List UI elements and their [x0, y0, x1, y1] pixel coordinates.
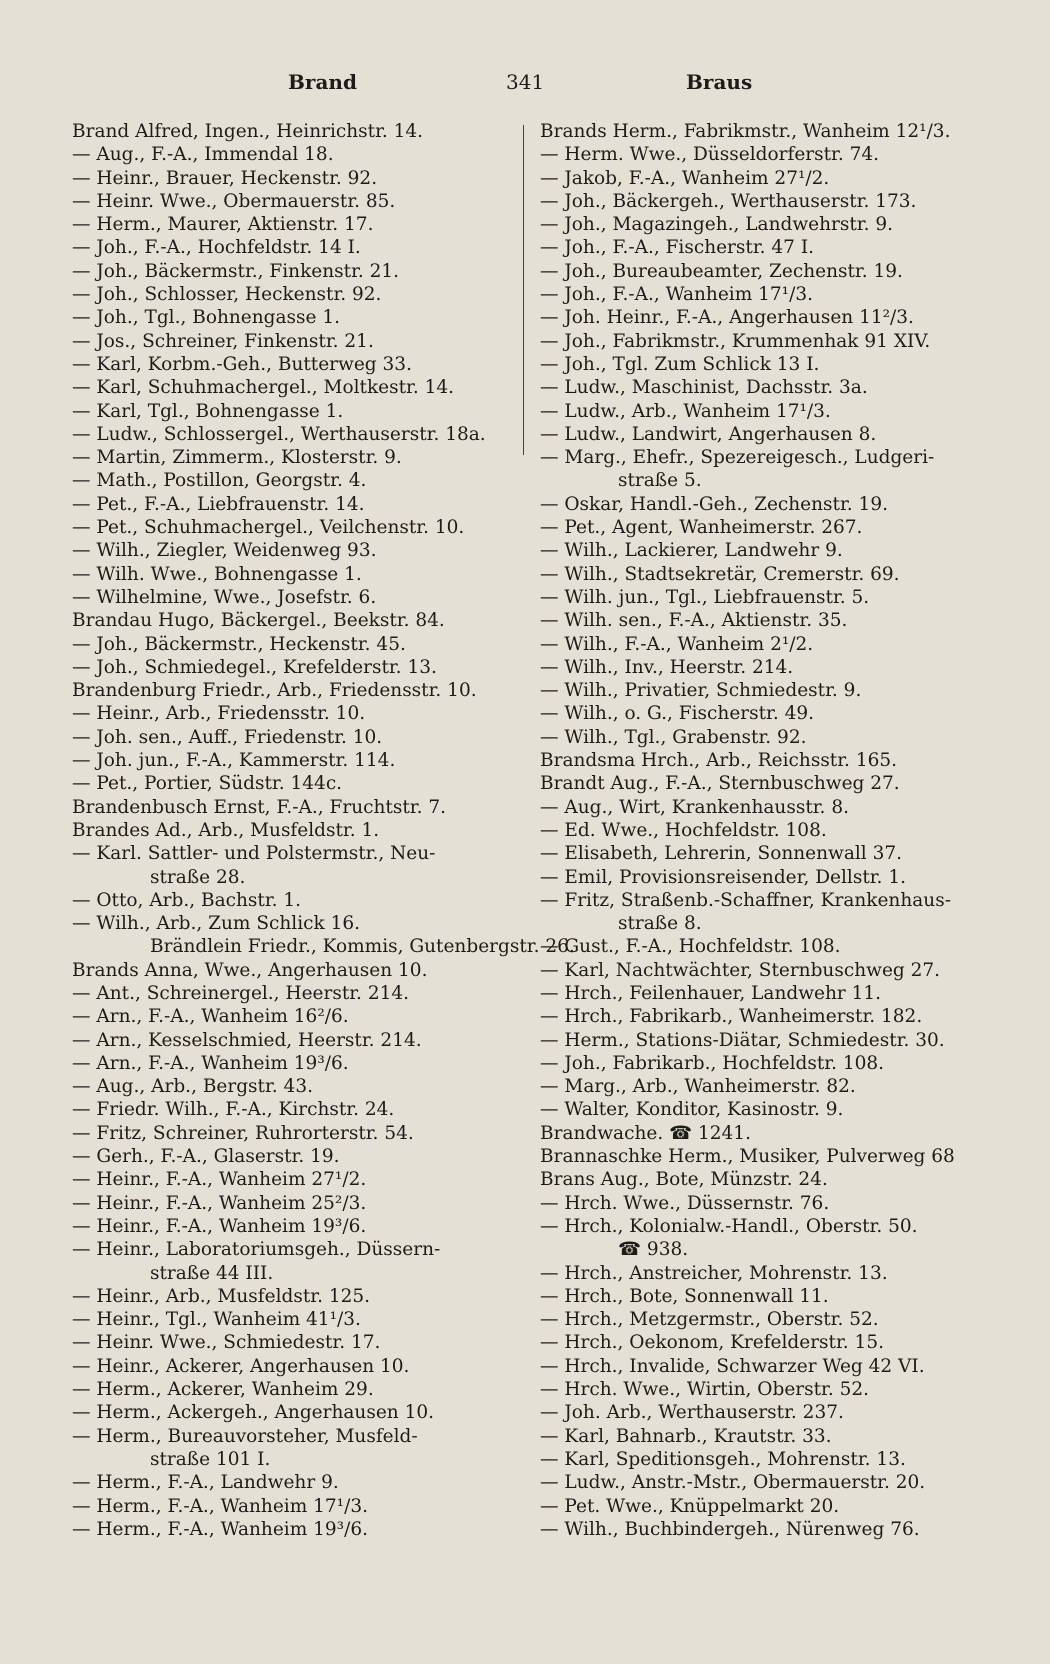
directory-entry-line: — Arn., F.-A., Wanheim 16²/6.	[72, 1006, 349, 1028]
directory-entry-line: — Joh. Heinr., F.-A., Angerhausen 11²/3.	[540, 307, 914, 329]
directory-entry-line: — Ludw., Landwirt, Angerhausen 8.	[540, 423, 877, 445]
directory-entry-line: — Joh., F.-A., Hochfeldstr. 14 I.	[72, 237, 361, 259]
directory-entry-line: Brandes Ad., Arb., Musfeldstr. 1.	[72, 819, 380, 841]
directory-entry-line: — Wilh. jun., Tgl., Liebfrauenstr. 5.	[540, 586, 870, 608]
directory-entry-line: — Joh., Magazingeh., Landwehrstr. 9.	[540, 214, 894, 236]
directory-entry-line: — Marg., Arb., Wanheimerstr. 82.	[540, 1076, 856, 1098]
directory-entry-line: — Hrch., Feilenhauer, Landwehr 11.	[540, 982, 882, 1004]
directory-entry-line: — Pet., Portier, Südstr. 144c.	[72, 773, 343, 795]
directory-entry-line: — Wilh., Arb., Zum Schlick 16.	[72, 913, 360, 935]
directory-entry-line: — Hrch., Anstreicher, Mohrenstr. 13.	[540, 1262, 888, 1284]
directory-entry-line: — Wilh., F.-A., Wanheim 2¹/2.	[540, 633, 814, 655]
directory-entry-line: — Joh., F.-A., Wanheim 17¹/3.	[540, 284, 813, 306]
directory-entry-line: ☎ 938.	[618, 1239, 689, 1261]
directory-entry-line: — Hrch., Kolonialw.-Handl., Oberstr. 50.	[540, 1215, 918, 1237]
directory-entry-line: — Pet., F.-A., Liebfrauenstr. 14.	[72, 493, 365, 515]
directory-entry-line: — Joh., Fabrikmstr., Krummenhak 91 XIV.	[540, 330, 931, 352]
directory-entry-line: — Joh., Tgl. Zum Schlick 13 I.	[540, 353, 820, 375]
directory-entry-line: — Gerh., F.-A., Glaserstr. 19.	[72, 1146, 340, 1168]
directory-entry-line: — Joh. sen., Auff., Friedenstr. 10.	[72, 726, 383, 748]
directory-entry-line: — Ludw., Anstr.-Mstr., Obermauerstr. 20.	[540, 1472, 926, 1494]
directory-entry-line: — Karl, Korbm.-Geh., Butterweg 33.	[72, 353, 412, 375]
directory-entry-line: — Marg., Ehefr., Spezereigesch., Ludgeri-	[540, 447, 935, 469]
directory-entry-line: — Joh., Schlosser, Heckenstr. 92.	[72, 284, 382, 306]
directory-entry-line: — Joh., Bäckermstr., Finkenstr. 21.	[72, 260, 400, 282]
directory-entry-line: — Hrch. Wwe., Wirtin, Oberstr. 52.	[540, 1379, 870, 1401]
directory-entry-line: Brandau Hugo, Bäckergel., Beekstr. 84.	[72, 610, 445, 632]
directory-entry-line: — Joh. Arb., Werthauserstr. 237.	[540, 1402, 844, 1424]
directory-entry-line: — Wilh., Privatier, Schmiedestr. 9.	[540, 680, 862, 702]
directory-entry-line: — Hrch. Wwe., Düssernstr. 76.	[540, 1192, 830, 1214]
column-divider	[523, 125, 524, 455]
directory-entry-line: — Pet., Schuhmachergel., Veilchenstr. 10.	[72, 517, 465, 539]
directory-entry-line: Brandwache. ☎ 1241.	[540, 1122, 751, 1144]
directory-entry-line: — Herm., F.-A., Wanheim 19³/6.	[72, 1518, 368, 1540]
directory-entry-line: — Heinr., Tgl., Wanheim 41¹/3.	[72, 1309, 361, 1331]
directory-entry-line: — Karl, Tgl., Bohnengasse 1.	[72, 400, 344, 422]
directory-entry-line: — Aug., Arb., Bergstr. 43.	[72, 1076, 313, 1098]
directory-entry-line: — Ludw., Arb., Wanheim 17¹/3.	[540, 400, 831, 422]
directory-entry-line: — Ant., Schreinergel., Heerstr. 214.	[72, 982, 410, 1004]
directory-entry-line: — Herm., Ackerer, Wanheim 29.	[72, 1379, 374, 1401]
directory-entry-line: — Heinr., Laboratoriumsgeh., Düssern-	[72, 1239, 441, 1261]
directory-entry-line: straße 28.	[150, 866, 246, 888]
directory-entry-line: — Arn., F.-A., Wanheim 19³/6.	[72, 1052, 349, 1074]
directory-entry-line: — Martin, Zimmerm., Klosterstr. 9.	[72, 447, 402, 469]
directory-entry-line: — Wilh., Inv., Heerstr. 214.	[540, 656, 794, 678]
directory-entry-line: — Wilh., Ziegler, Weidenweg 93.	[72, 540, 377, 562]
directory-entry-line: Brannaschke Herm., Musiker, Pulverweg 68	[540, 1146, 955, 1168]
directory-entry-line: — Joh., Bäckermstr., Heckenstr. 45.	[72, 633, 406, 655]
directory-entry-line: — Joh., Fabrikarb., Hochfeldstr. 108.	[540, 1052, 885, 1074]
directory-entry-line: — Karl, Speditionsgeh., Mohrenstr. 13.	[540, 1448, 906, 1470]
directory-entry-line: — Wilh., o. G., Fischerstr. 49.	[540, 703, 815, 725]
directory-entry-line: — Wilhelmine, Wwe., Josefstr. 6.	[72, 586, 377, 608]
directory-entry-line: — Herm., Stations-Diätar, Schmiedestr. 30.	[540, 1029, 945, 1051]
directory-entry-line: — Herm. Wwe., Düsseldorferstr. 74.	[540, 144, 880, 166]
directory-entry-line: — Hrch., Invalide, Schwarzer Weg 42 VI.	[540, 1355, 925, 1377]
directory-entry-line: — Hrch., Bote, Sonnenwall 11.	[540, 1285, 829, 1307]
directory-entry-line: — Herm., Ackergeh., Angerhausen 10.	[72, 1402, 434, 1424]
directory-entry-line: — Heinr. Wwe., Obermauerstr. 85.	[72, 190, 396, 212]
directory-entry-line: — Heinr., Brauer, Heckenstr. 92.	[72, 167, 378, 189]
directory-entry-line: Brandsma Hrch., Arb., Reichsstr. 165.	[540, 750, 898, 772]
directory-entry-line: — Pet. Wwe., Knüppelmarkt 20.	[540, 1495, 840, 1517]
directory-entry-line: — Heinr. Wwe., Schmiedestr. 17.	[72, 1332, 381, 1354]
directory-entry-line: Brandt Aug., F.-A., Sternbuschweg 27.	[540, 773, 900, 795]
directory-entry-line: — Math., Postillon, Georgstr. 4.	[72, 470, 367, 492]
directory-entry-line: — Joh., Tgl., Bohnengasse 1.	[72, 307, 340, 329]
directory-entry-line: straße 8.	[618, 913, 702, 935]
directory-entry-line: — Elisabeth, Lehrerin, Sonnenwall 37.	[540, 843, 903, 865]
directory-entry-line: — Hrch., Fabrikarb., Wanheimerstr. 182.	[540, 1006, 923, 1028]
directory-entry-line: — Wilh., Stadtsekretär, Cremerstr. 69.	[540, 563, 900, 585]
directory-entry-line: — Karl, Nachtwächter, Sternbuschweg 27.	[540, 959, 941, 981]
directory-entry-line: — Herm., F.-A., Wanheim 17¹/3.	[72, 1495, 368, 1517]
header-right-keyword: Braus	[686, 70, 753, 94]
directory-entry-line: — Joh., Bäckergeh., Werthauserstr. 173.	[540, 190, 917, 212]
directory-entry-line: — Herm., Bureauvorsteher, Musfeld-	[72, 1425, 418, 1447]
directory-entry-line: Brandenburg Friedr., Arb., Friedensstr. 10.	[72, 680, 477, 702]
directory-entry-line: Brand Alfred, Ingen., Heinrichstr. 14.	[72, 121, 424, 142]
page-header	[0, 70, 1050, 100]
directory-entry-line: Brans Aug., Bote, Münzstr. 24.	[540, 1169, 828, 1191]
directory-entry-line: Brands Herm., Fabrikmstr., Wanheim 12¹/3.	[540, 121, 951, 142]
directory-entry-line: Brändlein Friedr., Kommis, Gutenbergstr. 26.	[150, 936, 575, 958]
directory-entry-line: — Otto, Arb., Bachstr. 1.	[72, 889, 302, 911]
directory-entry-line: — Hrch., Oekonom, Krefelderstr. 15.	[540, 1332, 884, 1354]
directory-entry-line: — Wilh., Tgl., Grabenstr. 92.	[540, 726, 807, 748]
directory-entry-line: — Pet., Agent, Wanheimerstr. 267.	[540, 517, 863, 539]
directory-entry-line: — Wilh., Lackierer, Landwehr 9.	[540, 540, 843, 562]
directory-entry-line: — Karl. Sattler- und Polstermstr., Neu-	[72, 843, 436, 865]
directory-entry-line: — Fritz, Schreiner, Ruhrorterstr. 54.	[72, 1122, 414, 1144]
directory-entry-line: — Ludw., Schlossergel., Werthauserstr. 18a.	[72, 423, 486, 445]
directory-entry-line: Brands Anna, Wwe., Angerhausen 10.	[72, 959, 428, 981]
directory-entry-line: — Heinr., Arb., Musfeldstr. 125.	[72, 1285, 371, 1307]
directory-entry-line: — Heinr., Arb., Friedensstr. 10.	[72, 703, 366, 725]
directory-entry-line: — Jos., Schreiner, Finkenstr. 21.	[72, 330, 374, 352]
directory-entry-line: — Friedr. Wilh., F.-A., Kirchstr. 24.	[72, 1099, 395, 1121]
header-left-keyword: Brand	[288, 70, 357, 94]
directory-entry-line: — Herm., Maurer, Aktienstr. 17.	[72, 214, 374, 236]
right-column	[540, 120, 980, 1541]
directory-entry-line: — Heinr., F.-A., Wanheim 27¹/2.	[72, 1169, 367, 1191]
directory-entry-line: — Joh., Bureaubeamter, Zechenstr. 19.	[540, 260, 903, 282]
directory-entry-line: — Karl, Schuhmachergel., Moltkestr. 14.	[72, 377, 455, 399]
directory-entry-line: — Fritz, Straßenb.-Schaffner, Krankenhaus-	[540, 889, 951, 911]
directory-entry-line: straße 101 I.	[150, 1448, 271, 1470]
directory-entry-line: — Emil, Provisionsreisender, Dellstr. 1.	[540, 866, 906, 888]
directory-entry-line: — Karl, Bahnarb., Krautstr. 33.	[540, 1425, 832, 1447]
directory-entry-line: — Gust., F.-A., Hochfeldstr. 108.	[540, 936, 841, 958]
directory-entry-line: Brandenbusch Ernst, F.-A., Fruchtstr. 7.	[72, 796, 446, 818]
directory-entry-line: — Aug., Wirt, Krankenhausstr. 8.	[540, 796, 849, 818]
directory-entry-line: — Hrch., Metzgermstr., Oberstr. 52.	[540, 1309, 879, 1331]
directory-entry-line: — Oskar, Handl.-Geh., Zechenstr. 19.	[540, 493, 888, 515]
directory-entry-line: — Walter, Konditor, Kasinostr. 9.	[540, 1099, 844, 1121]
directory-entry-line: — Jakob, F.-A., Wanheim 27¹/2.	[540, 167, 830, 189]
directory-entry-line: — Wilh. Wwe., Bohnengasse 1.	[72, 563, 362, 585]
directory-entry-line: — Ludw., Maschinist, Dachsstr. 3a.	[540, 377, 868, 399]
directory-entry-line: — Wilh. sen., F.-A., Aktienstr. 35.	[540, 610, 848, 632]
directory-entry-line: — Heinr., F.-A., Wanheim 25²/3.	[72, 1192, 367, 1214]
page-number: 341	[506, 70, 545, 94]
directory-entry-line: — Herm., F.-A., Landwehr 9.	[72, 1472, 339, 1494]
directory-entry-line: — Joh., F.-A., Fischerstr. 47 I.	[540, 237, 815, 259]
directory-entry-line: — Arn., Kesselschmied, Heerstr. 214.	[72, 1029, 422, 1051]
directory-entry-line: — Wilh., Buchbindergeh., Nürenweg 76.	[540, 1518, 920, 1540]
directory-entry-line: — Ed. Wwe., Hochfeldstr. 108.	[540, 819, 827, 841]
directory-entry-line: — Joh. jun., F.-A., Kammerstr. 114.	[72, 750, 396, 772]
directory-entry-line: straße 44 III.	[150, 1262, 274, 1284]
directory-entry-line: — Aug., F.-A., Immendal 18.	[72, 144, 334, 166]
directory-entry-line: — Joh., Schmiedegel., Krefelderstr. 13.	[72, 656, 437, 678]
directory-entry-line: — Heinr., F.-A., Wanheim 19³/6.	[72, 1215, 367, 1237]
directory-entry-line: — Heinr., Ackerer, Angerhausen 10.	[72, 1355, 410, 1377]
directory-entry-line: straße 5.	[618, 470, 702, 492]
left-column	[72, 120, 575, 1541]
